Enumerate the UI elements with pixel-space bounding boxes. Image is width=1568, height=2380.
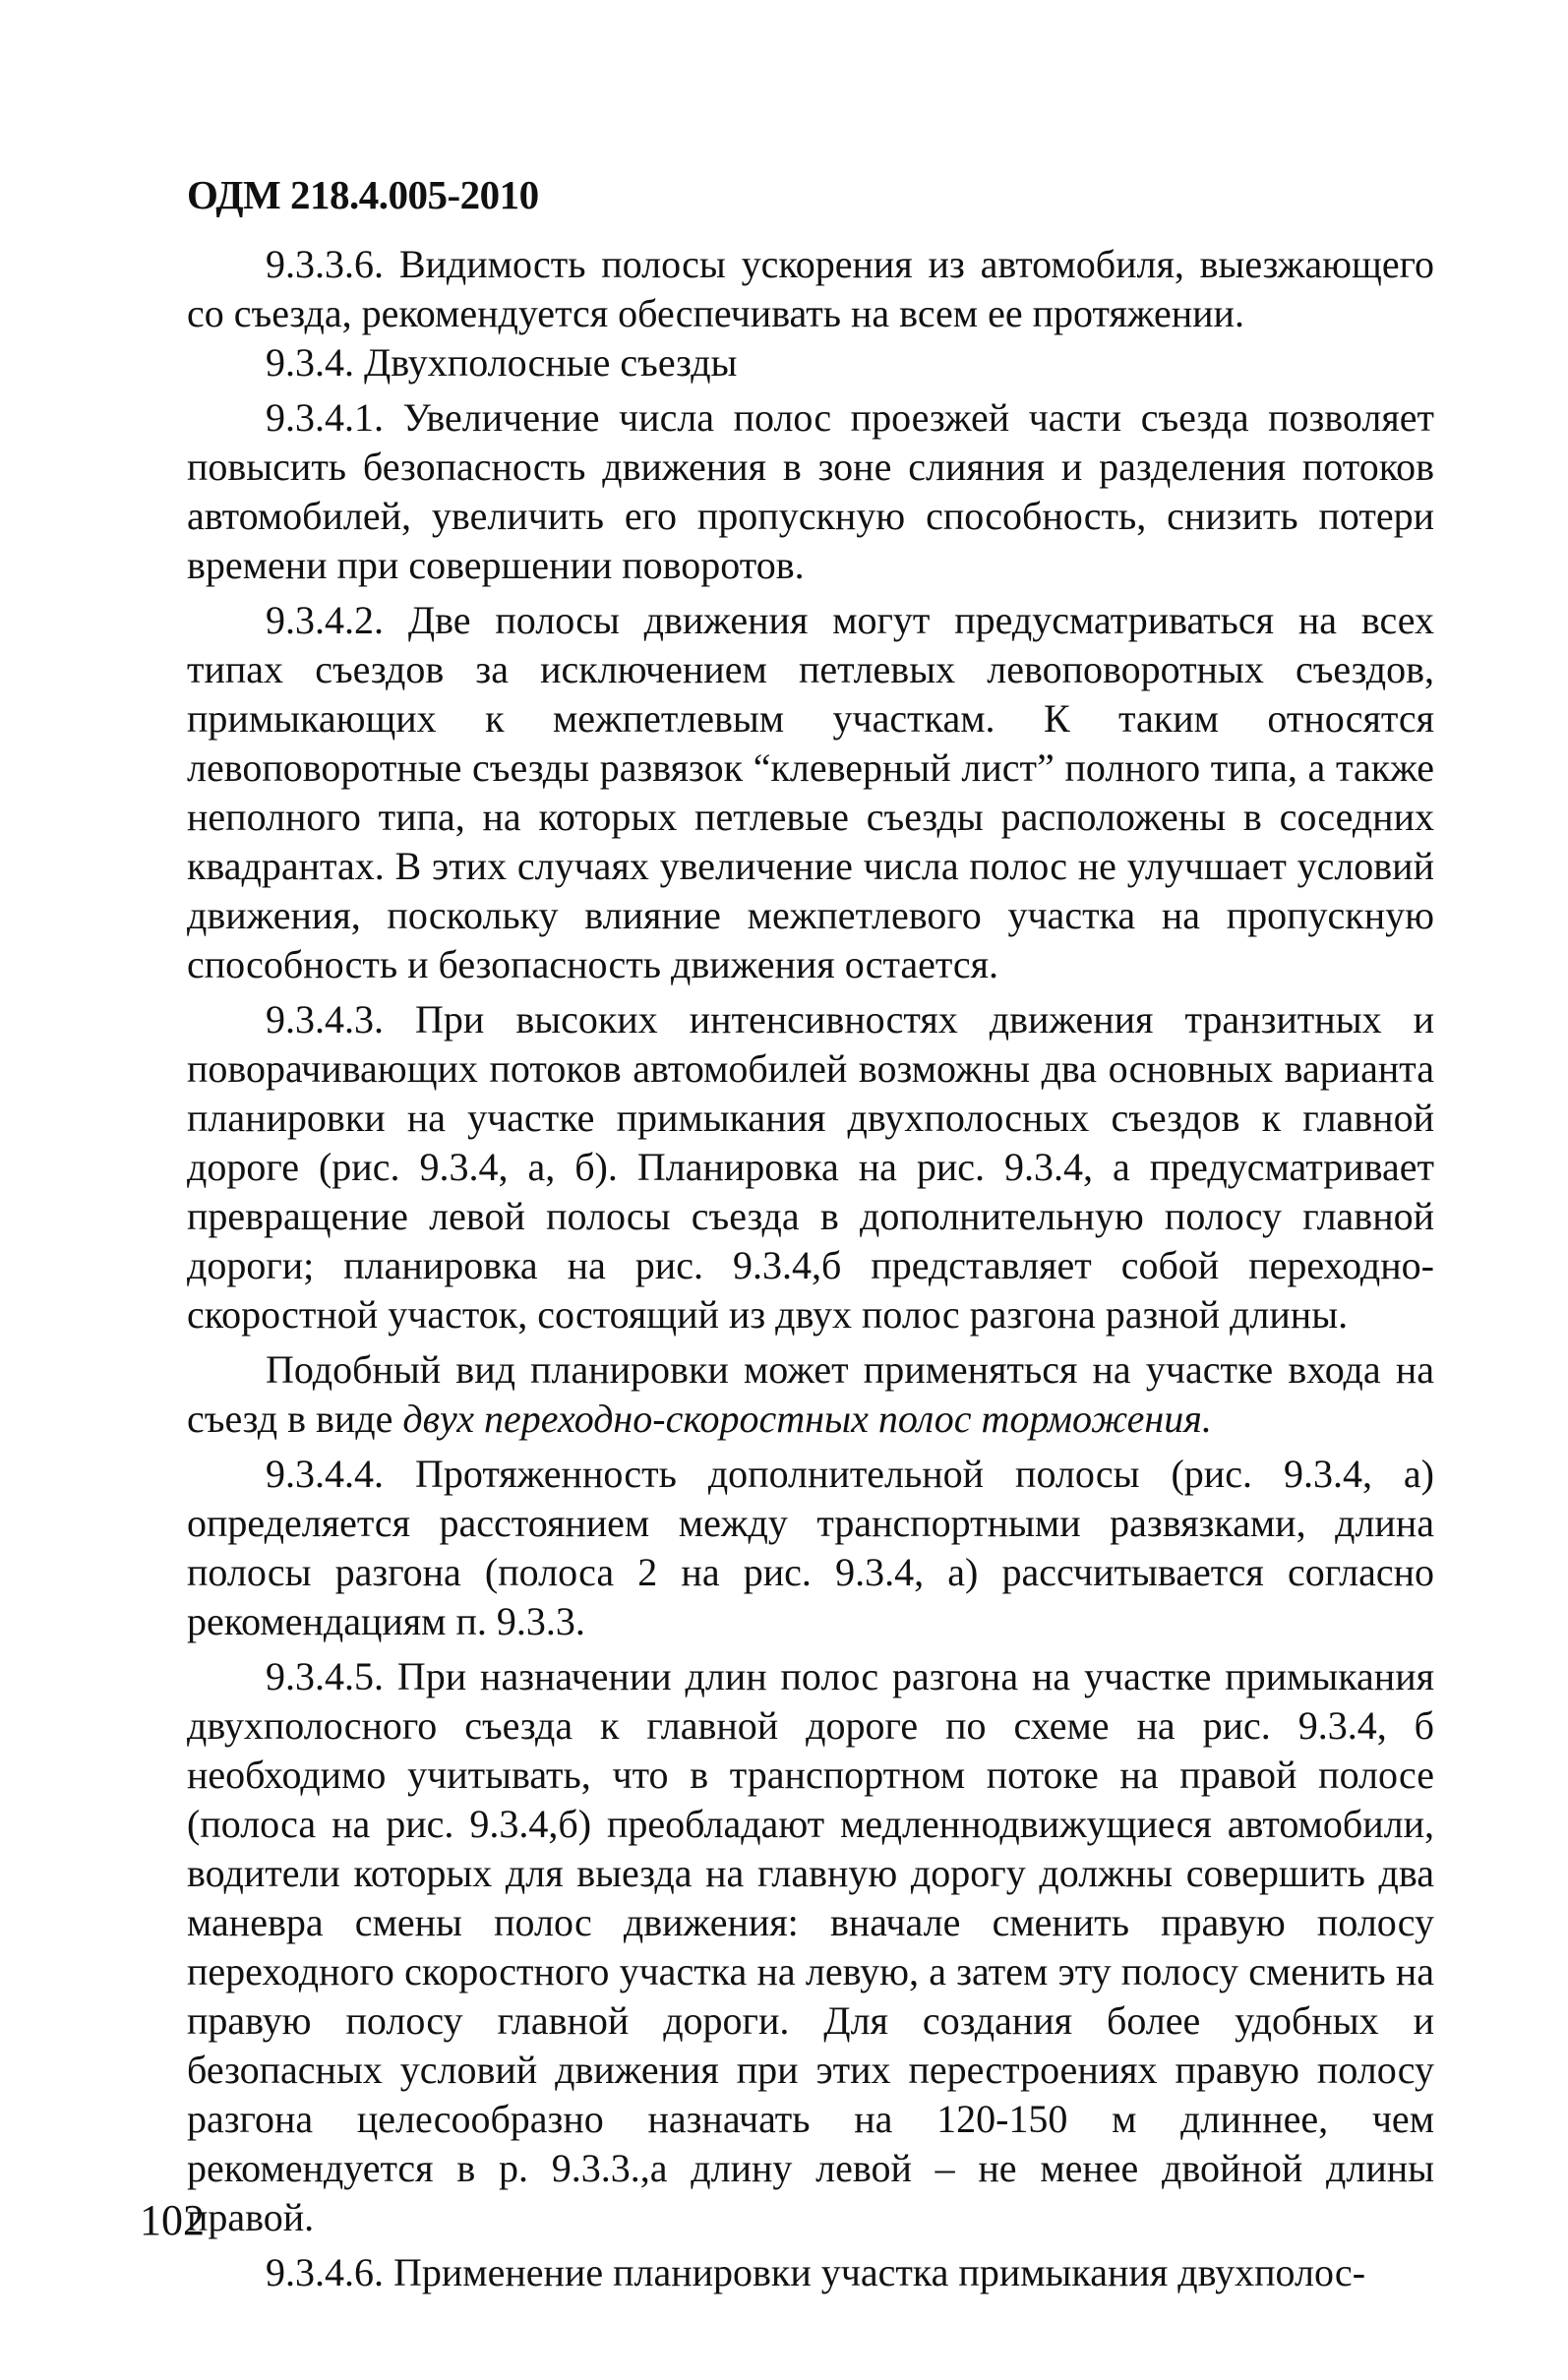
paragraph-9-3-4-3: 9.3.4.3. При высоких интенсивностях движения транзитных и поворачивающих потоков автомобилей возможны два основных варианта планировки на участке примыкания двухполосных съездов к главной дороге (рис. 9.3.4, а, б). Планировка на рис. 9.3.4, а предусматривает превращение левой полосы съезда в дополнительную полосу главной дороги; планировка на рис. 9.3.4,б представляет собой переходно-скоростной участок, состоящий из двух полос разгона разной длины.	[187, 997, 1434, 1337]
paragraph-9-3-4-5: 9.3.4.5. При назначении длин полос разгона на участке примыкания двухполосного съезда к главной дороге по схеме на рис. 9.3.4, б необходимо учитывать, что в транспортном потоке на правой полосе (полоса на рис. 9.3.4,б) преобладают медленнодвижущиеся автомобили, водители которых для выезда на главную дорогу должны совершить два маневра смены полос движения: вначале сменить правую полосу переходного скоростного участка на левую, а затем эту полосу сменить на правую полосу главной дороги. Для создания более удобных и безопасных условий движения при этих перестроениях правую полосу разгона целесообразно назначать на 120-150 м длиннее, чем рекомендуется в р. 9.3.3.,а длину левой – не менее двойной длины правой.	[187, 1654, 1434, 2239]
paragraph-9-3-4-1: 9.3.4.1. Увеличение числа полос проезжей части съезда позволяет повысить безопасность движения в зоне слияния и разделения потоков автомобилей, увеличить его пропускную способность, снизить потери времени при совершении поворотов.	[187, 395, 1434, 587]
paragraph-similar-layout-italic: двух переходно-скоростных полос торможения.	[402, 1397, 1212, 1441]
document-body	[187, 240, 1434, 2297]
paragraph-9-3-3-6: 9.3.3.6. Видимость полосы ускорения из автомобиля, выезжающего со съезда, рекомендуется обеспечивать на всем ее протяжении.	[187, 242, 1434, 335]
document-code-header: ОДМ 218.4.005-2010	[187, 172, 539, 217]
page-number: 102	[140, 2196, 205, 2244]
paragraph-9-3-4-2: 9.3.4.2. Две полосы движения могут предусматриваться на всех типах съездов за исключением петлевых левоповоротных съездов, примыкающих к межпетлевым участкам. К таким относятся левоповоротные съезды развязок “клеверный лист” полного типа, а также неполного типа, на которых петлевые съезды расположены в соседних квадрантах. В этих случаях увеличение числа полос не улучшает условий движения, поскольку влияние межпетлевого участка на пропускную способность и безопасность движения остается.	[187, 598, 1434, 986]
paragraph-9-3-4-4: 9.3.4.4. Протяженность дополнительной полосы (рис. 9.3.4, а) определяется расстоянием между транспортными развязками, длина полосы разгона (полоса 2 на рис. 9.3.4, а) рассчитывается согласно рекомендациям п. 9.3.3.	[187, 1452, 1434, 1643]
section-heading-9-3-4: 9.3.4. Двухполосные съезды	[266, 340, 738, 385]
paragraph-9-3-4-6: 9.3.4.6. Применение планировки участка примыкания двухполос-	[266, 2250, 1366, 2294]
paragraph-similar-layout-text: Подобный вид планировки может применяться на участке входа на съезд в виде	[187, 1347, 1434, 1441]
paragraph-similar-layout	[187, 1345, 1434, 1444]
